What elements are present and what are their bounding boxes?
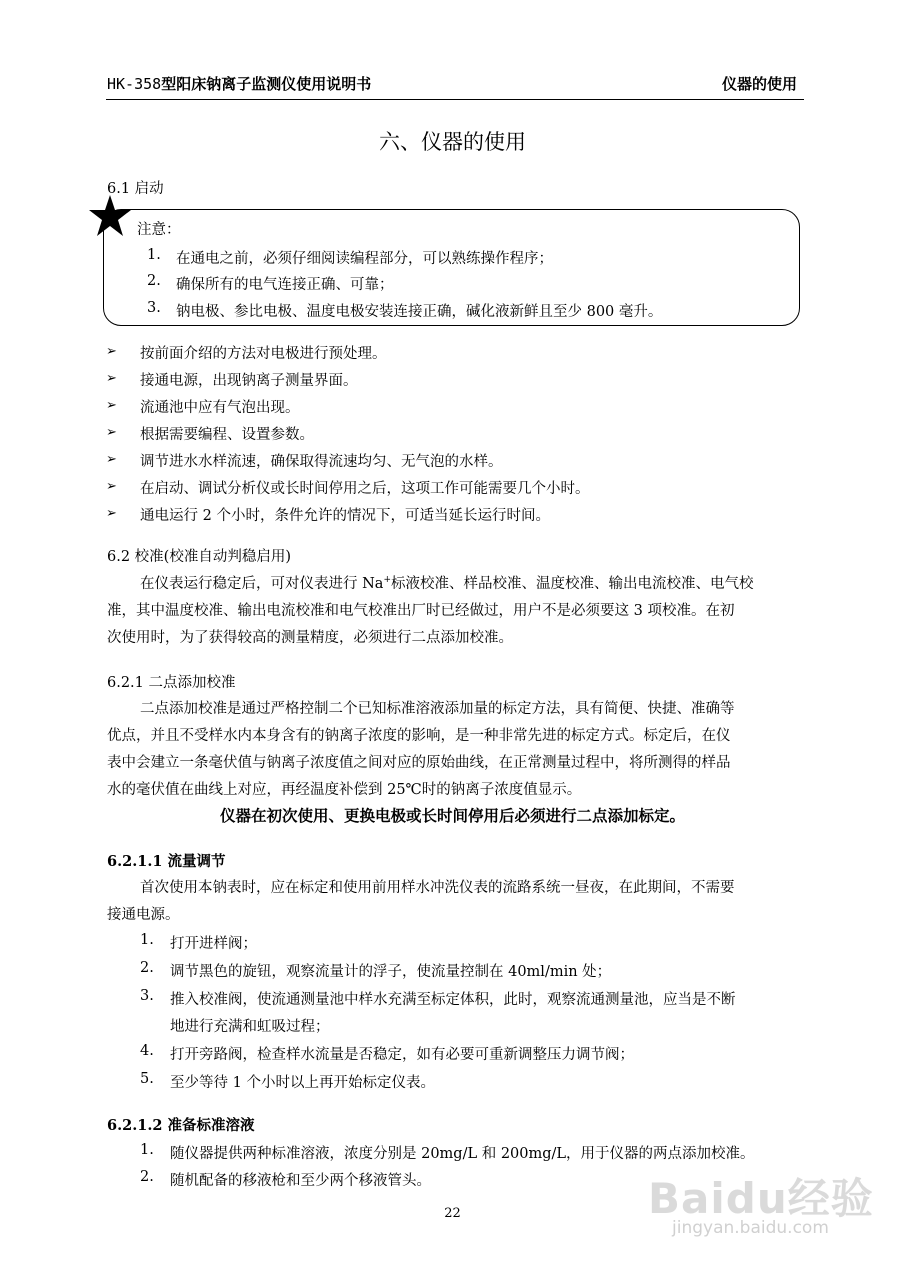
paragraph-line: 首次使用本钠表时，应在标定和使用前用样水冲洗仪表的流路系统一昼夜，在此期间，不需要	[140, 880, 735, 896]
paragraph-line: 接通电源。	[107, 907, 180, 923]
notice-text: 钠电极、参比电极、温度电极安装连接正确，碱化液新鲜且至少 800 毫升。	[176, 304, 663, 320]
step-num: 2.	[140, 1169, 154, 1185]
bullet-item: 按前面介绍的方法对电极进行预处理。	[140, 346, 387, 362]
notice-num: 1.	[147, 247, 161, 263]
emphasis-note: 仪器在初次使用、更换电极或长时间停用后必须进行二点添加标定。	[219, 807, 685, 825]
section-6-1-heading: 6.1 启动	[107, 181, 164, 197]
bullet-item: 在启动、调试分析仪或长时间停用之后，这项工作可能需要几个小时。	[140, 481, 590, 497]
step-num: 3.	[140, 988, 154, 1004]
notice-label: 注意：	[137, 222, 181, 238]
paragraph-line: 水的毫伏值在曲线上对应，再经温度补偿到 25℃时的钠离子浓度值显示。	[107, 782, 582, 798]
arrow-bullet-icon: ➢	[106, 479, 117, 494]
header-manual-title: 型阳床钠离子监测仪使用说明书	[161, 75, 372, 93]
bullet-item: 流通池中应有气泡出现。	[140, 400, 300, 416]
page-number: 22	[444, 1206, 461, 1221]
section-6-2-1-2-heading: 6.2.1.2 准备标准溶液	[107, 1117, 255, 1134]
paragraph-line: 在仪表运行稳定后，可对仪表进行 Na+标液校准、样品校准、温度校准、输出电流校准、电气校	[140, 575, 754, 592]
bullet-item: 通电运行 2 个小时，条件允许的情况下，可适当延长运行时间。	[140, 508, 550, 524]
bullet-item: 根据需要编程、设置参数。	[140, 427, 314, 443]
step-num: 1.	[140, 1142, 154, 1158]
step-text: 随机配备的移液枪和至少两个移液管头。	[170, 1173, 431, 1189]
arrow-bullet-icon: ➢	[106, 506, 117, 521]
step-num: 1.	[140, 932, 154, 948]
step-text: 调节黑色的旋钮，观察流量计的浮子，使流量控制在 40ml/min 处；	[170, 964, 612, 980]
running-header-title	[107, 73, 371, 94]
header-rule	[106, 99, 804, 100]
step-text: 打开进样阀；	[170, 936, 257, 952]
watermark-url: jingyan.baidu.com	[672, 1218, 829, 1238]
paragraph-line: 表中会建立一条毫伏值与钠离子浓度值之间对应的原始曲线，在正常测量过程中，将所测得的样品	[107, 755, 731, 771]
notice-num: 3.	[147, 300, 161, 316]
step-text: 打开旁路阀，检查样水流量是否稳定，如有必要可重新调整压力调节阀；	[170, 1047, 634, 1063]
chapter-title: 六、仪器的使用	[379, 130, 526, 154]
header-model: HK-358	[107, 75, 162, 93]
step-text: 推入校准阀，使流通测量池中样水充满至标定体积，此时，观察流通测量池，应当是不断	[170, 992, 736, 1008]
bullet-item: 接通电源，出现钠离子测量界面。	[140, 373, 358, 389]
paragraph-line: 优点，并且不受样水内本身含有的钠离子浓度的影响，是一种非常先进的标定方式。标定后，在仪	[107, 728, 731, 744]
bullet-item: 调节进水水样流速，确保取得流速均匀、无气泡的水样。	[140, 454, 503, 470]
section-6-2-1-1-heading: 6.2.1.1 流量调节	[107, 853, 226, 870]
section-6-2-1-heading: 6.2.1 二点添加校准	[107, 675, 236, 691]
paragraph-line: 次使用时，为了获得较高的测量精度，必须进行二点添加校准。	[107, 630, 513, 646]
star-icon	[87, 193, 133, 239]
step-num: 4.	[140, 1043, 154, 1059]
step-num: 5.	[140, 1071, 154, 1087]
notice-text: 确保所有的电气连接正确、可靠；	[176, 277, 394, 293]
arrow-bullet-icon: ➢	[106, 371, 117, 386]
arrow-bullet-icon: ➢	[106, 344, 117, 359]
paragraph-line: 二点添加校准是通过严格控制二个已知标准溶液添加量的标定方法，具有简便、快捷、准确等	[140, 701, 735, 717]
header-section-name: 仪器的使用	[721, 75, 797, 93]
arrow-bullet-icon: ➢	[106, 398, 117, 413]
arrow-bullet-icon: ➢	[106, 452, 117, 467]
step-text: 至少等待 1 个小时以上再开始标定仪表。	[170, 1075, 435, 1091]
paragraph-line: 准，其中温度校准、输出电流校准和电气校准出厂时已经做过，用户不是必须要这 3 项校准。在初	[107, 603, 735, 619]
watermark-logo: Baidu经验	[648, 1174, 874, 1223]
step-num: 2.	[140, 960, 154, 976]
step-text: 地进行充满和虹吸过程；	[170, 1019, 330, 1035]
section-6-2-heading: 6.2 校准(校准自动判稳启用)	[107, 549, 291, 565]
notice-text: 在通电之前，必须仔细阅读编程部分，可以熟练操作程序；	[176, 251, 553, 267]
notice-num: 2.	[147, 273, 161, 289]
arrow-bullet-icon: ➢	[106, 425, 117, 440]
step-text: 随仪器提供两种标准溶液，浓度分别是 20mg/L 和 200mg/L，用于仪器的两点添加校准。	[170, 1146, 755, 1162]
